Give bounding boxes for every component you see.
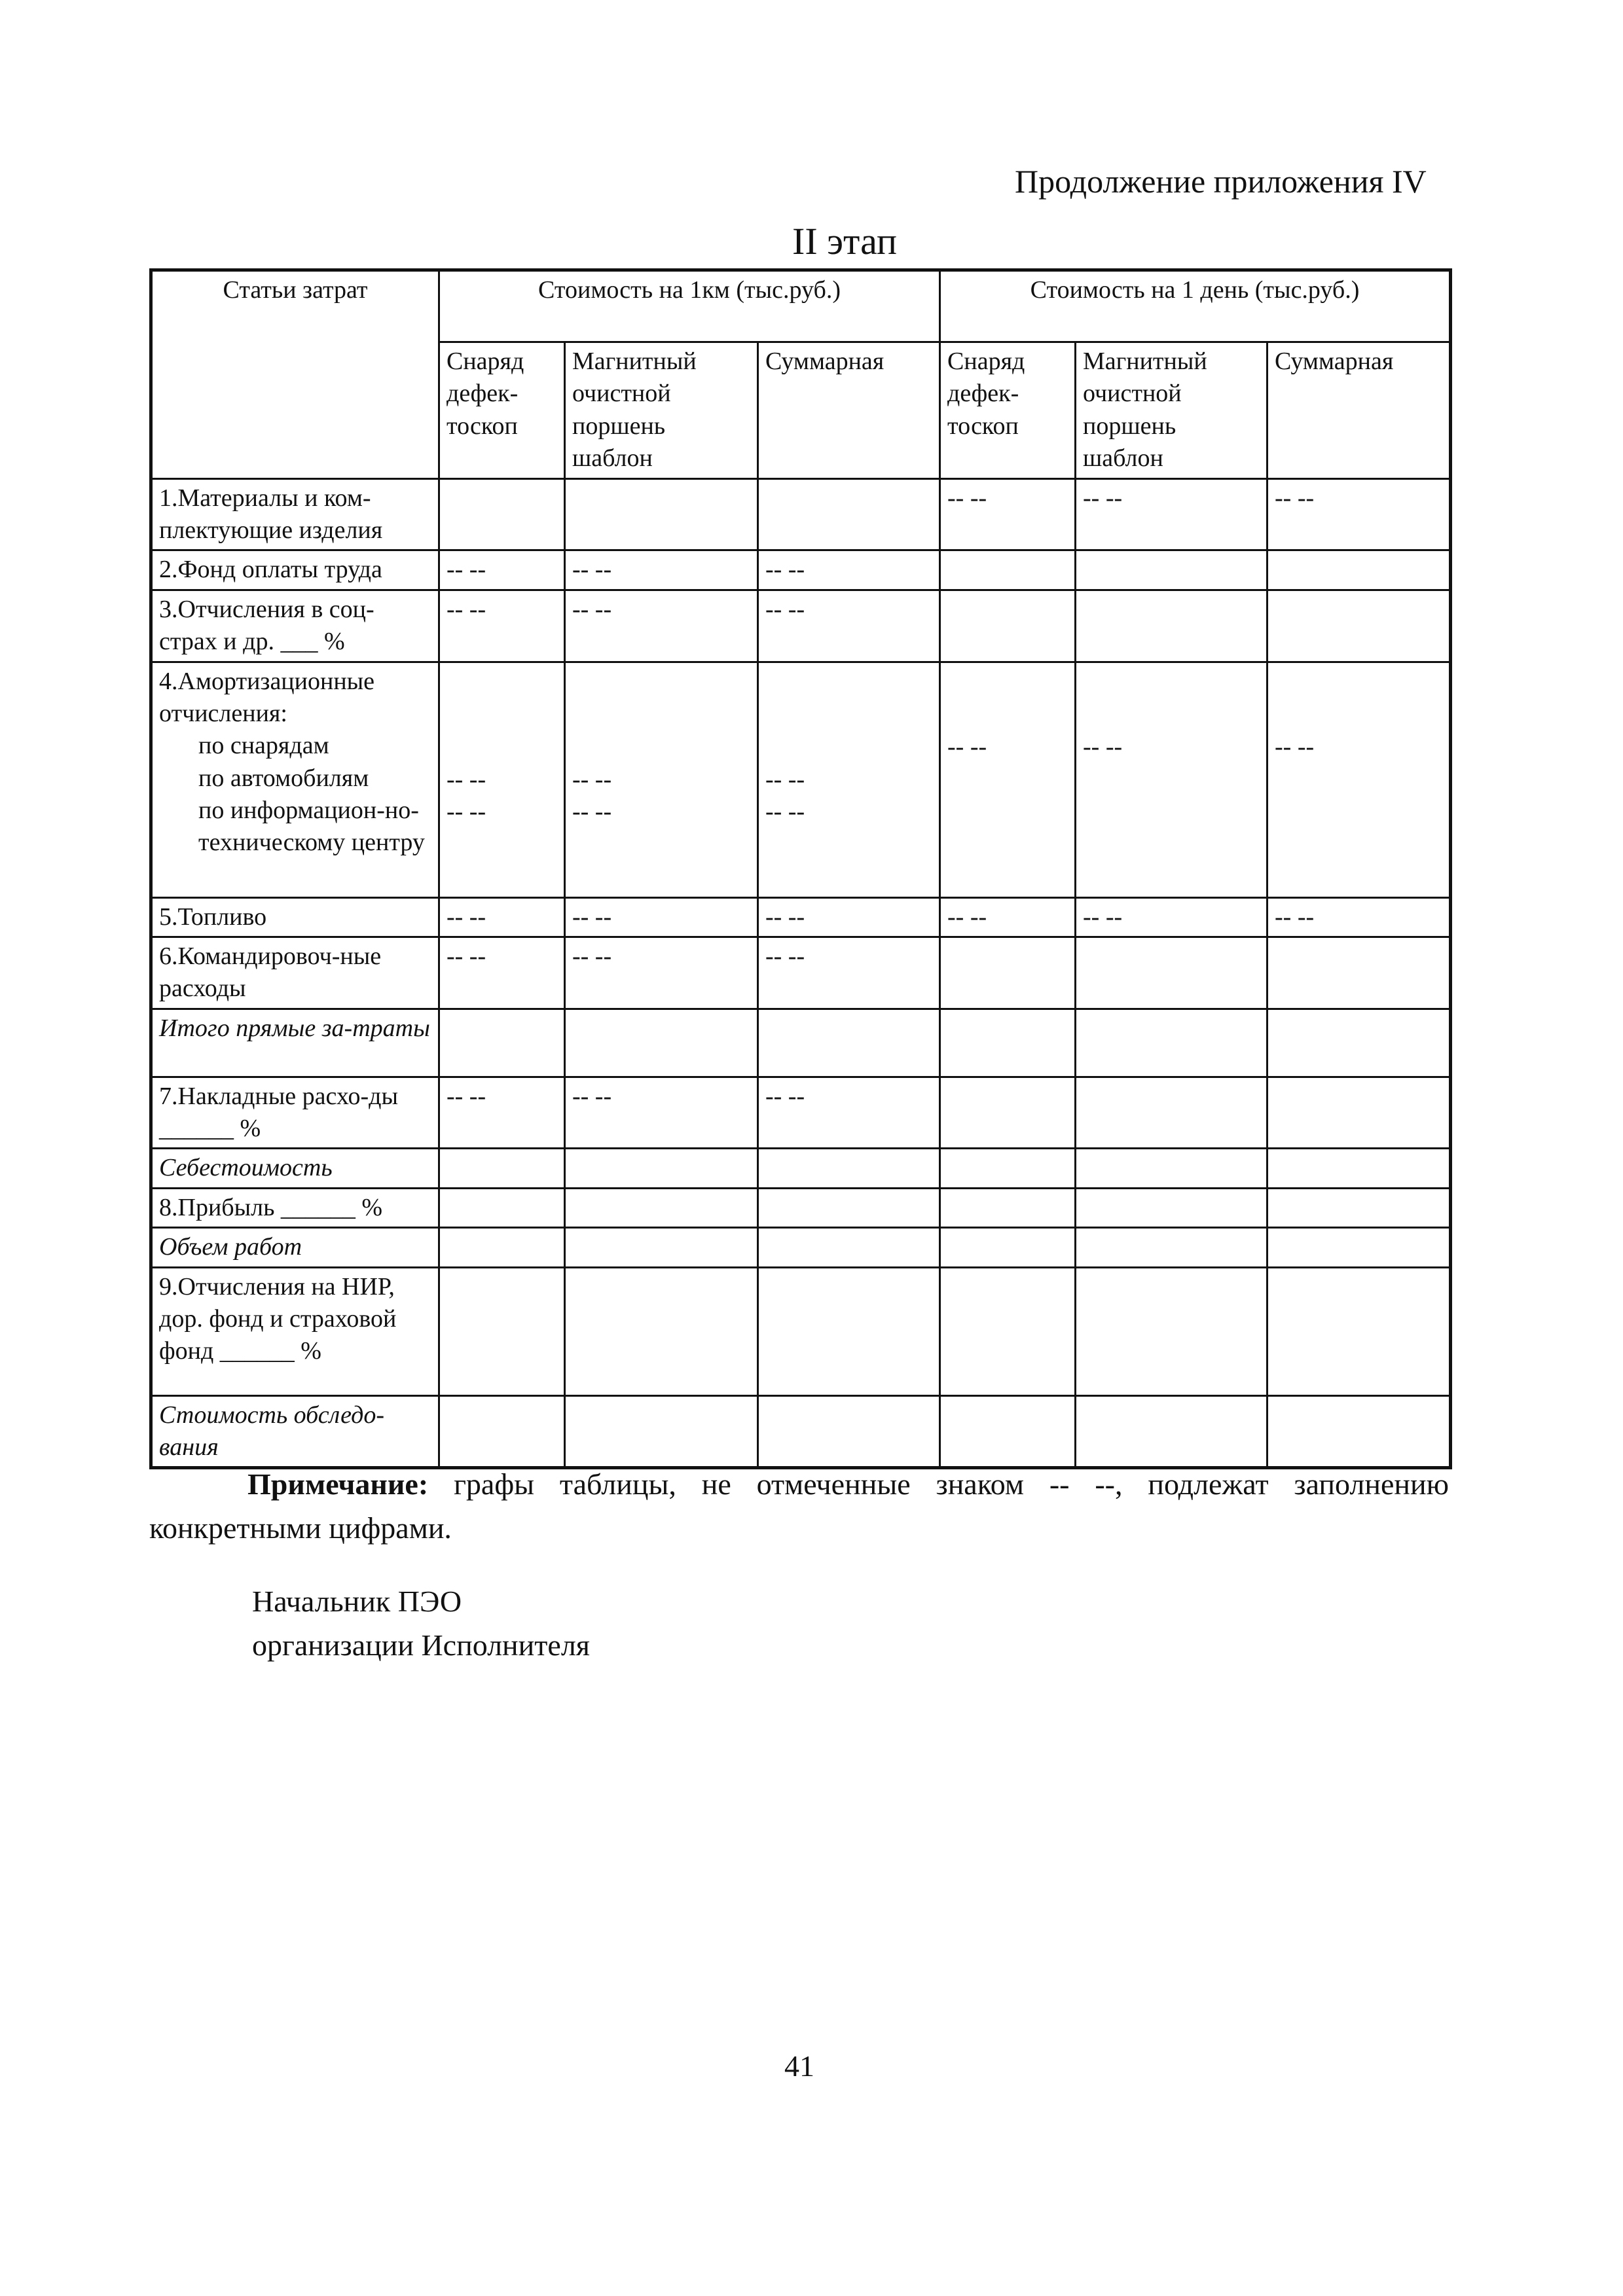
table-cell <box>758 1009 940 1077</box>
table-cell <box>439 1149 565 1188</box>
dash-cell: -- -- <box>439 590 565 662</box>
row-label: 2.Фонд оплаты труда <box>151 550 439 590</box>
table-cell <box>758 1395 940 1468</box>
table-row <box>151 1267 1451 1395</box>
dash-cell: -- -- <box>758 550 940 590</box>
dash-cell: -- -- <box>1076 897 1267 937</box>
subheader-day-total: Суммарная <box>1267 342 1451 479</box>
table-cell <box>1076 1188 1267 1227</box>
table-cell <box>565 478 758 550</box>
amortization-projectiles: по снарядам <box>198 732 329 760</box>
table-cell <box>940 1267 1076 1395</box>
table-cell <box>1267 550 1451 590</box>
table-cell <box>439 478 565 550</box>
page-number: 41 <box>784 2049 814 2083</box>
table-cell <box>1076 1267 1267 1395</box>
table-cell <box>1267 1149 1451 1188</box>
dash-mark: -- -- <box>765 797 805 825</box>
table-cell <box>565 1009 758 1077</box>
row-label: 5.Топливо <box>151 897 439 937</box>
table-cell <box>1267 1188 1451 1227</box>
continuation-label: Продолжение приложения IV <box>1015 163 1427 200</box>
dash-mark: -- -- <box>1083 732 1123 761</box>
table-row <box>151 1228 1451 1267</box>
table-row <box>151 478 1451 550</box>
dash-cell: -- -- <box>439 1077 565 1149</box>
row-label: 3.Отчисления в соц-страх и др. ___ % <box>151 590 439 662</box>
table-row <box>151 1395 1451 1468</box>
table-cell <box>1267 590 1451 662</box>
row-label <box>151 662 439 897</box>
dash-cell: -- -- <box>439 937 565 1009</box>
dash-cell: -- -- <box>565 937 758 1009</box>
table-cell <box>565 1149 758 1188</box>
table-cell <box>1267 1009 1451 1077</box>
cost-table <box>149 268 1452 1469</box>
table-cell <box>439 1228 565 1267</box>
table-cell <box>940 1149 1076 1188</box>
table-cell <box>1076 590 1267 662</box>
table-row <box>151 550 1451 590</box>
table-cell <box>1267 1228 1451 1267</box>
dash-cell: -- -- <box>439 897 565 937</box>
row-label: Итого прямые за-траты <box>151 1009 439 1077</box>
table-cell <box>940 1009 1076 1077</box>
table-cell <box>1076 1009 1267 1077</box>
dash-mark: -- -- <box>947 732 987 761</box>
table-cell <box>940 550 1076 590</box>
amortization-it-center: по информацион-но-техническому центру <box>198 797 425 857</box>
table-cell <box>940 590 1076 662</box>
table-cell <box>1267 1077 1451 1149</box>
amortization-vehicles: по автомобилям <box>198 764 369 792</box>
table-row <box>151 1009 1451 1077</box>
table-cell <box>1076 1077 1267 1149</box>
dash-mark: -- -- <box>1275 732 1315 761</box>
dash-mark: -- -- <box>447 765 486 793</box>
table-row <box>151 897 1451 937</box>
table-cell <box>1267 662 1451 897</box>
table-cell <box>758 1228 940 1267</box>
table-cell <box>758 1188 940 1227</box>
subheader-km-defectoscope: Снаряд дефек-тоскоп <box>439 342 565 479</box>
table-cell <box>758 1149 940 1188</box>
header-cost-per-km: Стоимость на 1км (тыс.руб.) <box>439 270 940 342</box>
dash-cell: -- -- <box>758 1077 940 1149</box>
dash-cell: -- -- <box>758 897 940 937</box>
table-cell <box>940 937 1076 1009</box>
table-row <box>151 1188 1451 1227</box>
header-articles: Статьи затрат <box>151 270 439 479</box>
table-cell <box>940 1228 1076 1267</box>
dash-mark: -- -- <box>447 797 486 825</box>
table-cell <box>758 1267 940 1395</box>
dash-cell: -- -- <box>940 897 1076 937</box>
table-cell <box>1267 1395 1451 1468</box>
dash-cell: -- -- <box>565 897 758 937</box>
row-label: 7.Накладные расхо-ды ______ % <box>151 1077 439 1149</box>
table-cell <box>1076 1395 1267 1468</box>
dash-cell: -- -- <box>1267 897 1451 937</box>
table-cell <box>565 1188 758 1227</box>
dash-cell: -- -- <box>439 550 565 590</box>
table-cell <box>439 1395 565 1468</box>
table-row <box>151 1077 1451 1149</box>
dash-cell: -- -- <box>758 937 940 1009</box>
dash-cell: -- -- <box>758 590 940 662</box>
row-label: Себестоимость <box>151 1149 439 1188</box>
table-cell <box>940 1395 1076 1468</box>
table-cell <box>439 1267 565 1395</box>
table-row <box>151 937 1451 1009</box>
table-cell <box>758 662 940 897</box>
table-cell <box>565 1228 758 1267</box>
table-cell <box>439 1188 565 1227</box>
dash-cell: -- -- <box>565 1077 758 1149</box>
table-row <box>151 590 1451 662</box>
table-cell <box>1076 937 1267 1009</box>
row-label: 8.Прибыль ______ % <box>151 1188 439 1227</box>
row-label: 9.Отчисления на НИР, дор. фонд и страховой фонд ______ % <box>151 1267 439 1395</box>
dash-cell: -- -- <box>565 590 758 662</box>
subheader-day-piston: Магнитный очистной поршень шаблон <box>1076 342 1267 479</box>
dash-cell: -- -- <box>565 550 758 590</box>
table-cell <box>940 1188 1076 1227</box>
stage-title: II этап <box>792 220 898 262</box>
header-cost-per-day: Стоимость на 1 день (тыс.руб.) <box>940 270 1451 342</box>
table-cell <box>1267 937 1451 1009</box>
note-paragraph <box>149 1463 1449 1550</box>
table-cell <box>758 478 940 550</box>
note-label: Примечание: <box>247 1467 429 1501</box>
table-cell <box>1267 1267 1451 1395</box>
table-cell <box>565 1395 758 1468</box>
table-cell <box>1076 550 1267 590</box>
table-cell <box>1076 1149 1267 1188</box>
table-row <box>151 662 1451 897</box>
table-cell <box>439 662 565 897</box>
table-cell <box>940 1077 1076 1149</box>
dash-cell: -- -- <box>1267 478 1451 550</box>
dash-mark: -- -- <box>572 765 612 793</box>
dash-cell: -- -- <box>940 478 1076 550</box>
table-row <box>151 1149 1451 1188</box>
signature-organization: организации Исполнителя <box>252 1628 590 1662</box>
table-cell <box>940 662 1076 897</box>
amortization-title: 4.Амортизационные отчисления: <box>159 667 375 727</box>
row-label: 1.Материалы и ком-плектующие изделия <box>151 478 439 550</box>
table-cell <box>565 662 758 897</box>
subheader-km-piston: Магнитный очистной поршень шаблон <box>565 342 758 479</box>
table-cell <box>1076 662 1267 897</box>
row-label: Объем работ <box>151 1228 439 1267</box>
table-cell <box>439 1009 565 1077</box>
row-label: 6.Командировоч-ные расходы <box>151 937 439 1009</box>
subheader-km-total: Суммарная <box>758 342 940 479</box>
signature-title: Начальник ПЭО <box>252 1585 462 1618</box>
subheader-day-defectoscope: Снаряд дефек-тоскоп <box>940 342 1076 479</box>
note-text: графы таблицы, не отмеченные знаком -- --, подлежат заполнению конкретными цифрами. <box>149 1467 1450 1545</box>
row-label: Стоимость обследо-вания <box>151 1395 439 1468</box>
dash-cell: -- -- <box>1076 478 1267 550</box>
dash-mark: -- -- <box>765 765 805 793</box>
table-cell <box>1076 1228 1267 1267</box>
table-cell <box>565 1267 758 1395</box>
dash-mark: -- -- <box>572 797 612 825</box>
